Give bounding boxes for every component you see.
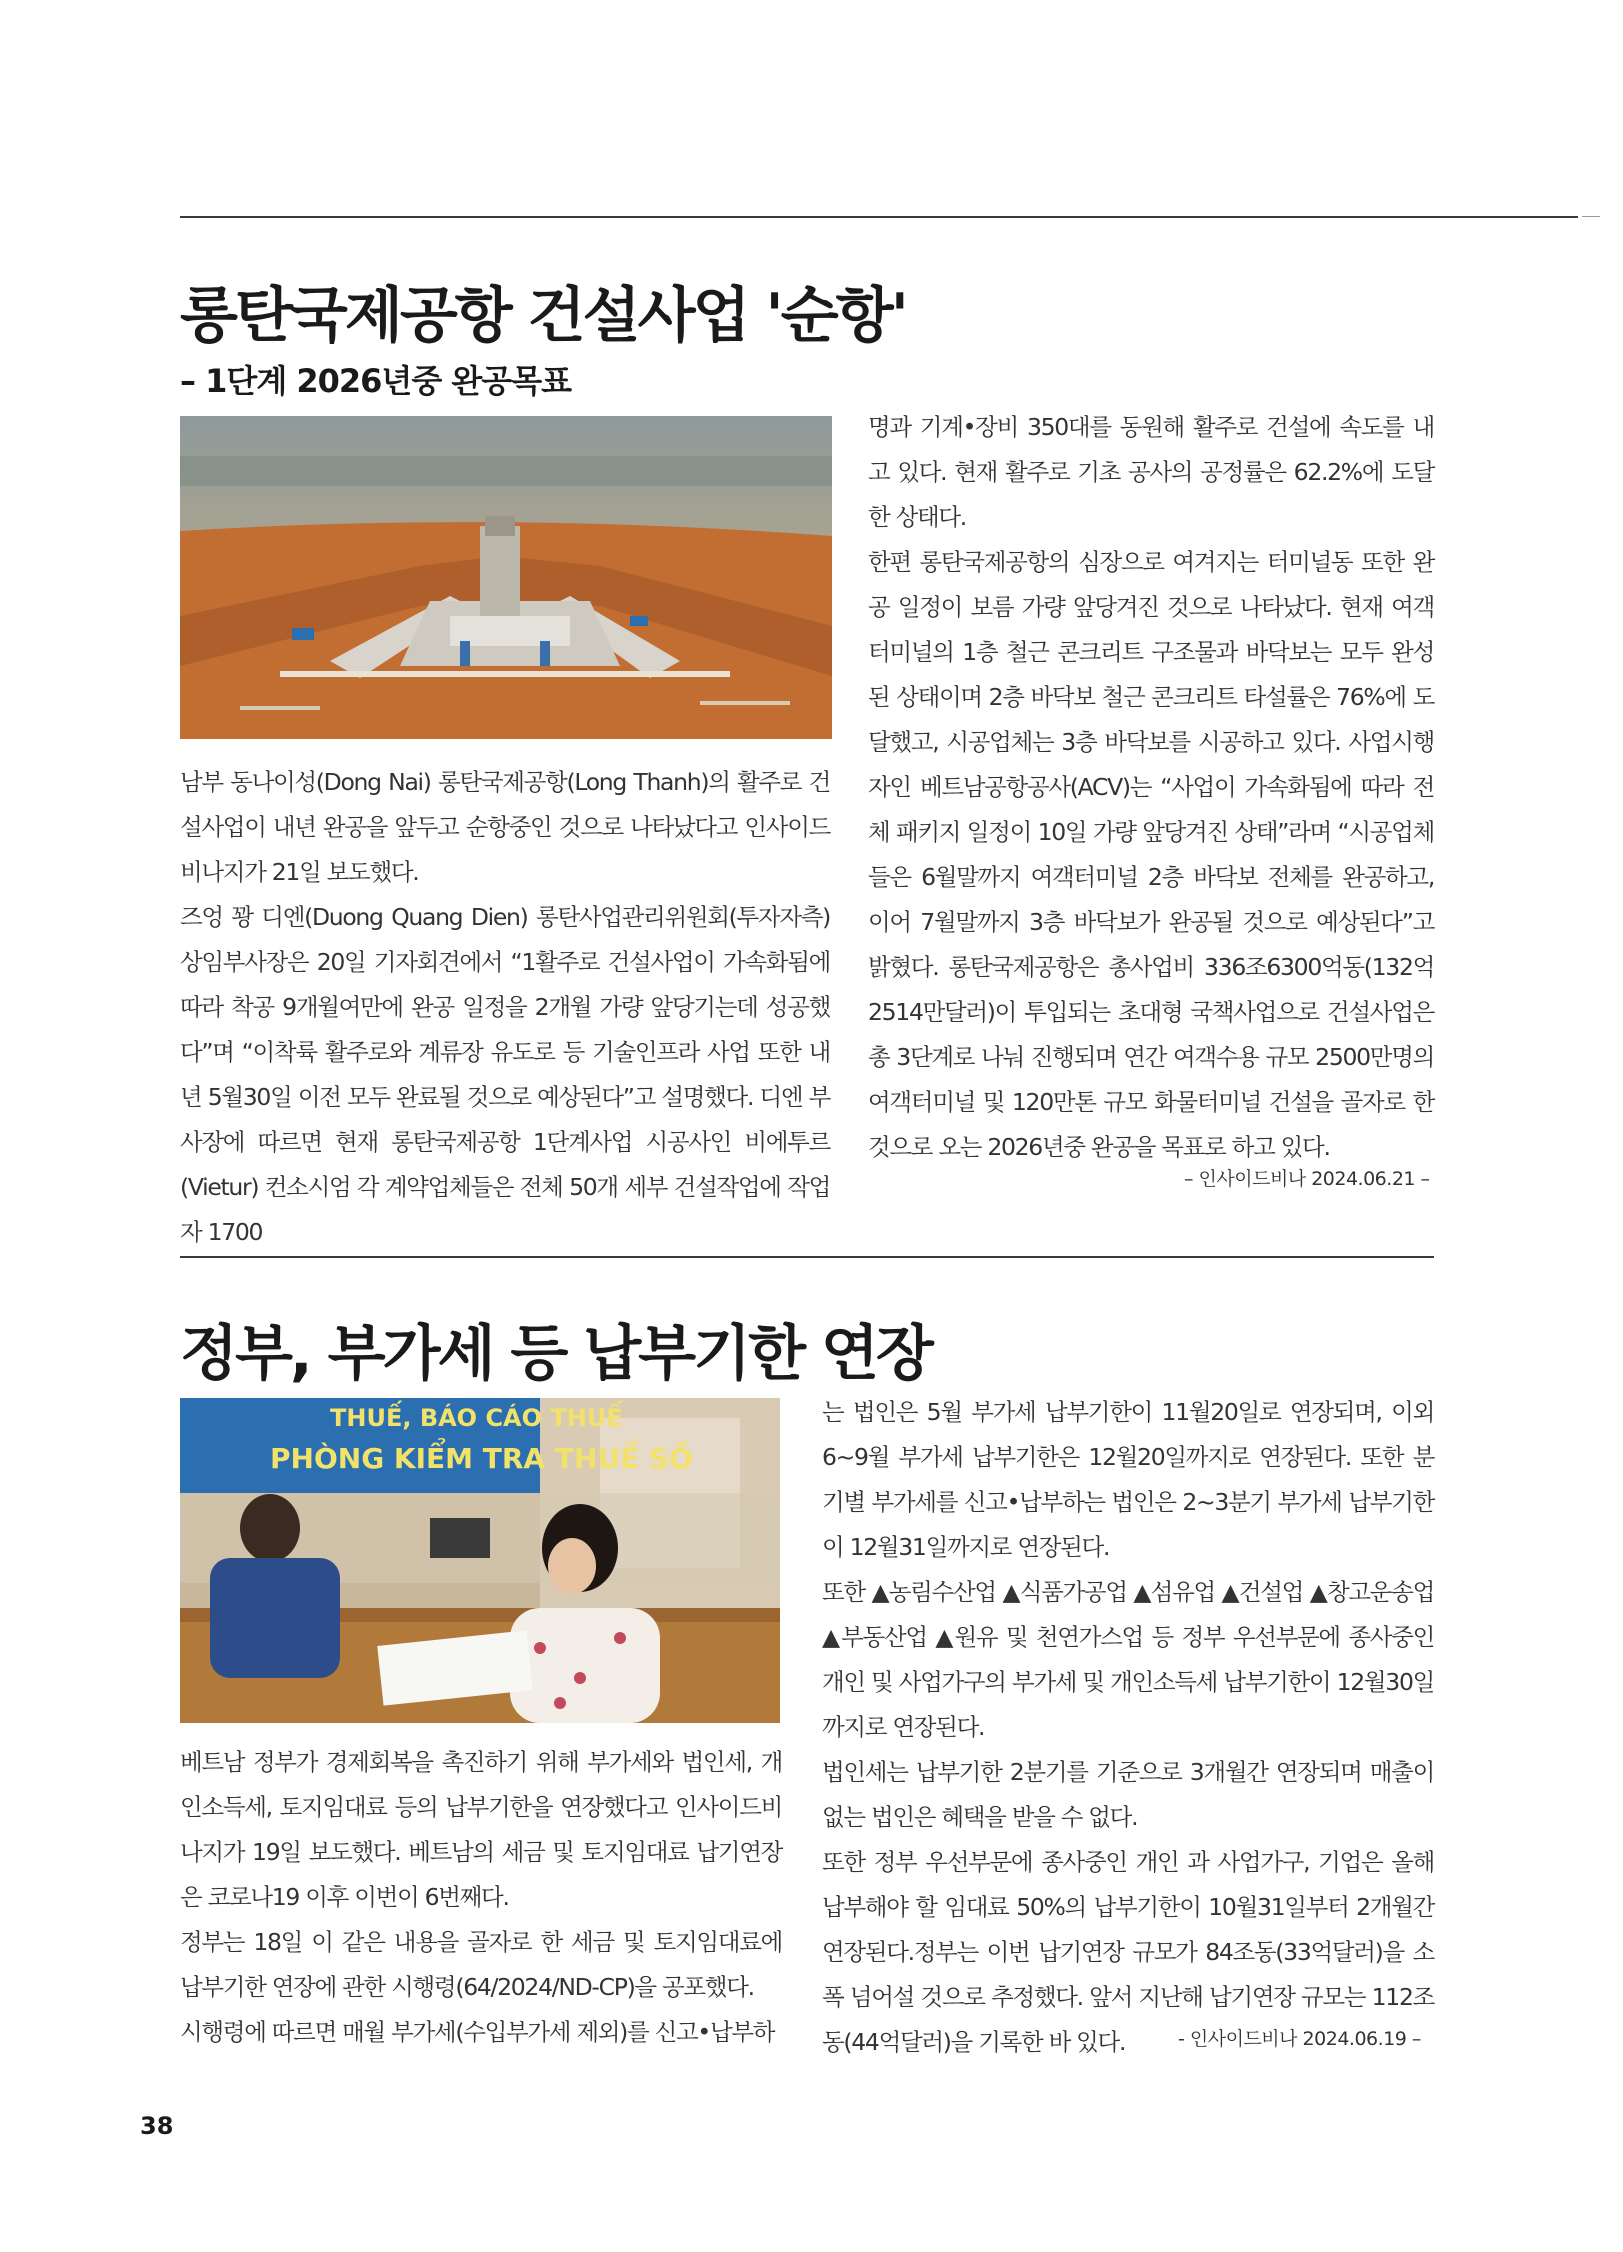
article-2-left-column — [180, 1740, 782, 2055]
article-2-right-paragraph: 법인세는 납부기한 2분기를 기준으로 3개월간 연장되며 매출이 없는 법인은 혜택을 받을 수 없다. — [822, 1758, 1434, 1831]
article-1-byline: – 인사이드비나 2024.06.21 – — [1184, 1168, 1430, 1190]
article-2-left-paragraph: 정부는 18일 이 같은 내용을 골자로 한 세금 및 토지임대료에 납부기한 연장에 관한 시행령(64/2024/ND-CP)을 공포했다. — [180, 1928, 782, 2001]
article-1-right-paragraph: 명과 기계•장비 350대를 동원해 활주로 건설에 속도를 내고 있다. 현재 활주로 기초 공사의 공정률은 62.2%에 도달한 상태다. — [868, 413, 1434, 531]
article-1-headline: 롱탄국제공항 건설사업 '순항' — [180, 281, 907, 351]
photo-sign-text-1: THUẾ, BÁO CÁO THUẾ — [330, 1404, 623, 1432]
top-rule — [180, 216, 1578, 218]
article-2-byline: - 인사이드비나 2024.06.19 – — [1178, 2028, 1421, 2050]
article-1-right-column — [868, 405, 1434, 1170]
article-1-left-paragraph: 남부 동나이성(Dong Nai) 롱탄국제공항(Long Thanh)의 활주로 건설사업이 내년 완공을 앞두고 순항중인 것으로 나타났다고 인사이드비나지가 21일 보도했다. — [180, 768, 830, 886]
page-number: 38 — [140, 2112, 174, 2140]
article-2-left-paragraph: 시행령에 따르면 매월 부가세(수입부가세 제외)를 신고•납부하 — [180, 2018, 775, 2046]
article-2-right-paragraph: 또한 ▲농림수산업 ▲식품가공업 ▲섬유업 ▲건설업 ▲창고운송업 ▲부동산업 ▲원유 및 천연가스업 등 정부 우선부문에 종사중인 개인 및 사업가구의 부가세 및 개인소득세 납부기한이 12월30일까지로 연장된다. — [822, 1578, 1434, 1741]
article-2-photo — [180, 1398, 780, 1723]
airport-aerial-image — [180, 416, 832, 739]
article-2-right-paragraph: 는 법인은 5월 부가세 납부기한이 11월20일로 연장되며, 이외 6~9월 부가세 납부기한은 12월20일까지로 연장된다. 또한 분기별 부가세를 신고•납부하는 법인은 2~3분기 부가세 납부기한이 12월31일까지로 연장된다. — [822, 1398, 1434, 1561]
article-2-headline: 정부, 부가세 등 납부기한 연장 — [180, 1319, 931, 1389]
article-2-left-paragraph: 베트남 정부가 경제회복을 촉진하기 위해 부가세와 법인세, 개인소득세, 토지임대료 등의 납부기한을 연장했다고 인사이드비나지가 19일 보도했다. 베트남의 세금 및 토지임대료 납기연장은 코로나19 이후 이번이 6번째다. — [180, 1748, 782, 1911]
article-1-left-column — [180, 760, 830, 1255]
article-1-left-paragraph: 즈엉 꽝 디엔(Duong Quang Dien) 롱탄사업관리위원회(투자자측) 상임부사장은 20일 기자회견에서 “1활주로 건설사업이 가속화됨에 따라 착공 9개월여만에 완공 일정을 2개월 가량 앞당기는데 성공했다”며 “이착륙 활주로와 계류장 유도로 등 기술인프라 사업 또한 내년 5월30일 이전 모두 완료될 것으로 예상된다”고 설명했다. 디엔 부사장에 따르면 현재 롱탄국제공항 1단계사업 시공사인 비에투르(Vietur) 컨소시엄 각 계약업체들은 전체 50개 세부 건설작업에 작업자 1700 — [180, 903, 830, 1246]
tax-office-image — [180, 1398, 780, 1723]
article-1-subhead: – 1단계 2026년중 완공목표 — [180, 362, 572, 400]
article-1-photo — [180, 416, 832, 739]
article-1-right-paragraph: 한편 롱탄국제공항의 심장으로 여겨지는 터미널동 또한 완공 일정이 보름 가량 앞당겨진 것으로 나타났다. 현재 여객터미널의 1층 철근 콘크리트 구조물과 바닥보는 모두 완성된 상태이며 2층 바닥보 철근 콘크리트 타설률은 76%에 도달했고, 시공업체는 3층 바닥보를 시공하고 있다. 사업시행자인 베트남공항공사(ACV)는 “사업이 가속화됨에 따라 전체 패키지 일정이 10일 가량 앞당겨진 상태”라며 “시공업체들은 6월말까지 여객터미널 2층 바닥보 전체를 완공하고, 이어 7월말까지 3층 바닥보가 완공될 것으로 예상된다”고 밝혔다. 롱탄국제공항은 총사업비 336조6300억동(132억2514만달러)이 투입되는 초대형 국책사업으로 건설사업은 총 3단계로 나눠 진행되며 연간 여객수용 규모 2500만명의 여객터미널 및 120만톤 규모 화물터미널 건설을 골자로 한 것으로 오는 2026년중 완공을 목표로 하고 있다. — [868, 548, 1434, 1161]
article-divider — [180, 1256, 1434, 1258]
photo-sign-text-2: PHÒNG KIỂM TRA THUẾ SỐ — [270, 1442, 693, 1475]
article-2-right-paragraph: 또한 정부 우선부문에 종사중인 개인 과 사업가구, 기업은 올해 납부해야 할 임대료 50%의 납부기한이 10월31일부터 2개월간 연장된다.정부는 이번 납기연장 규모가 84조동(33억달러)을 소폭 넘어설 것으로 추정했다. 앞서 지난해 납기연장 규모는 112조동(44억달러)을 기록한 바 있다. — [822, 1848, 1434, 2056]
top-rule-tail — [1582, 216, 1600, 217]
article-2-right-column — [822, 1390, 1434, 2065]
